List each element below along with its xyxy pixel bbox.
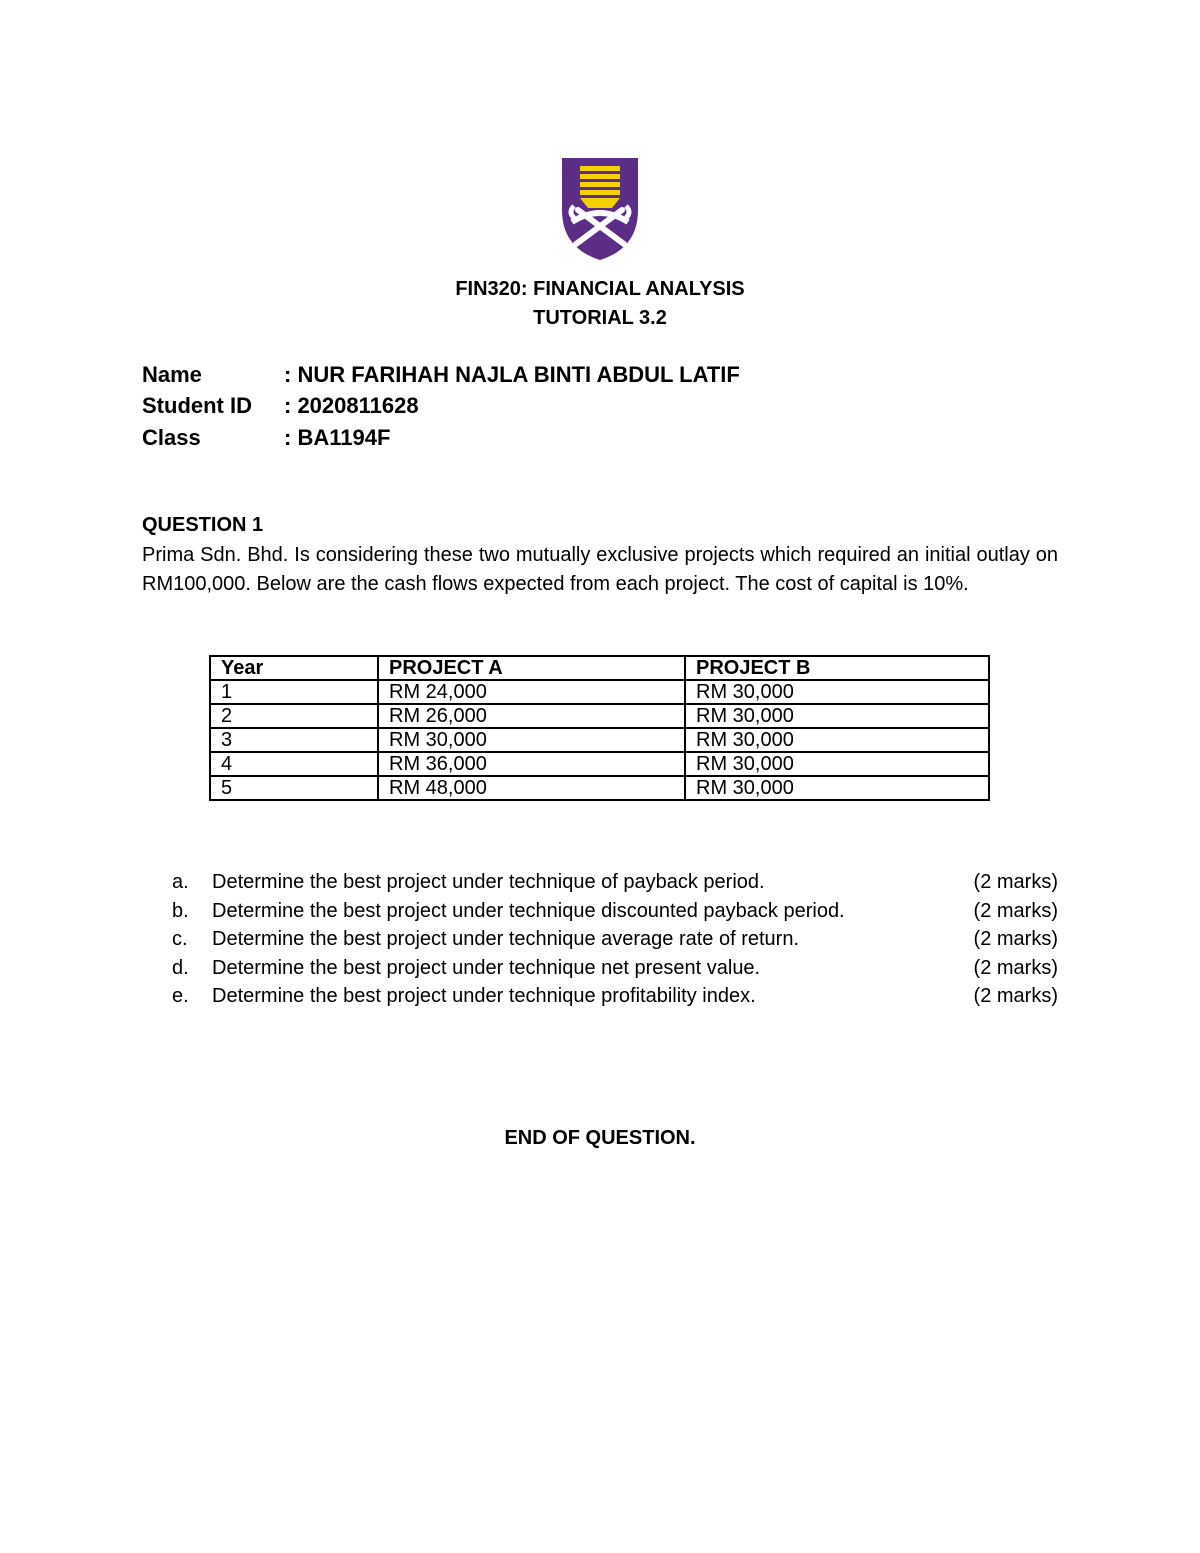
table-cell: RM 30,000 [685, 752, 989, 776]
list-item [172, 868, 1058, 897]
table-row [210, 752, 989, 776]
table-cell: 4 [210, 752, 378, 776]
task-marks: (2 marks) [973, 899, 1058, 922]
end-of-question: END OF QUESTION. [504, 1127, 696, 1149]
task-letter: c. [172, 928, 188, 950]
table-row [210, 776, 989, 800]
question-heading: QUESTION 1 [142, 514, 264, 536]
student-id-label: Student ID [142, 393, 252, 418]
name-value: : NUR FARIHAH NAJLA BINTI ABDUL LATIF [284, 362, 740, 387]
class-value: : BA1194F [284, 425, 391, 450]
table-row [210, 704, 989, 728]
table-cell: RM 48,000 [378, 776, 685, 800]
task-text: Determine the best project under technique discounted payback period. [212, 899, 845, 922]
task-marks: (2 marks) [973, 871, 1058, 893]
task-text: Determine the best project under technique profitability index. [212, 985, 756, 1007]
class-row [142, 425, 390, 451]
task-marks: (2 marks) [973, 956, 1058, 979]
cash-flow-table [209, 655, 990, 801]
task-letter: b. [172, 899, 189, 922]
task-letter: d. [172, 956, 189, 979]
task-letter: a. [172, 871, 189, 893]
table-cell: RM 36,000 [378, 752, 685, 776]
header-year: Year [210, 656, 378, 680]
table-cell: RM 30,000 [685, 680, 989, 704]
header-project-a: PROJECT A [378, 656, 685, 680]
list-item [172, 925, 1058, 954]
table-header-row [210, 656, 989, 680]
table-row [210, 680, 989, 704]
table-cell: RM 26,000 [378, 704, 685, 728]
task-text: Determine the best project under technique of payback period. [212, 871, 765, 893]
table-cell: RM 30,000 [378, 728, 685, 752]
question-text: Prima Sdn. Bhd. Is considering these two mutually exclusive projects which required an initial outlay on RM100,000. Below are the cash flows expected from each project. The cost of capital is 10%. [142, 544, 1058, 595]
table-cell: RM 30,000 [685, 728, 989, 752]
table-cell: RM 30,000 [685, 704, 989, 728]
table-cell: 2 [210, 704, 378, 728]
student-name-row [142, 362, 740, 388]
table-cell: 1 [210, 680, 378, 704]
list-item [172, 897, 1058, 926]
task-marks: (2 marks) [973, 985, 1058, 1007]
table-cell: RM 30,000 [685, 776, 989, 800]
table-cell: RM 24,000 [378, 680, 685, 704]
task-text: Determine the best project under technique net present value. [212, 956, 761, 979]
university-logo [548, 152, 652, 264]
task-letter: e. [172, 985, 189, 1007]
list-item [172, 982, 1058, 1011]
student-id-row [142, 393, 419, 419]
class-label: Class [142, 425, 201, 450]
list-item [172, 954, 1058, 983]
name-label: Name [142, 362, 202, 387]
table-row [210, 728, 989, 752]
task-marks: (2 marks) [973, 928, 1058, 950]
table-cell: 3 [210, 728, 378, 752]
student-id-value: : 2020811628 [284, 393, 419, 418]
tutorial-title: TUTORIAL 3.2 [533, 307, 667, 329]
task-text: Determine the best project under technique average rate of return. [212, 928, 800, 950]
header-project-b: PROJECT B [685, 656, 989, 680]
course-title: FIN320: FINANCIAL ANALYSIS [455, 278, 745, 300]
table-cell: 5 [210, 776, 378, 800]
task-list [172, 868, 1058, 1011]
